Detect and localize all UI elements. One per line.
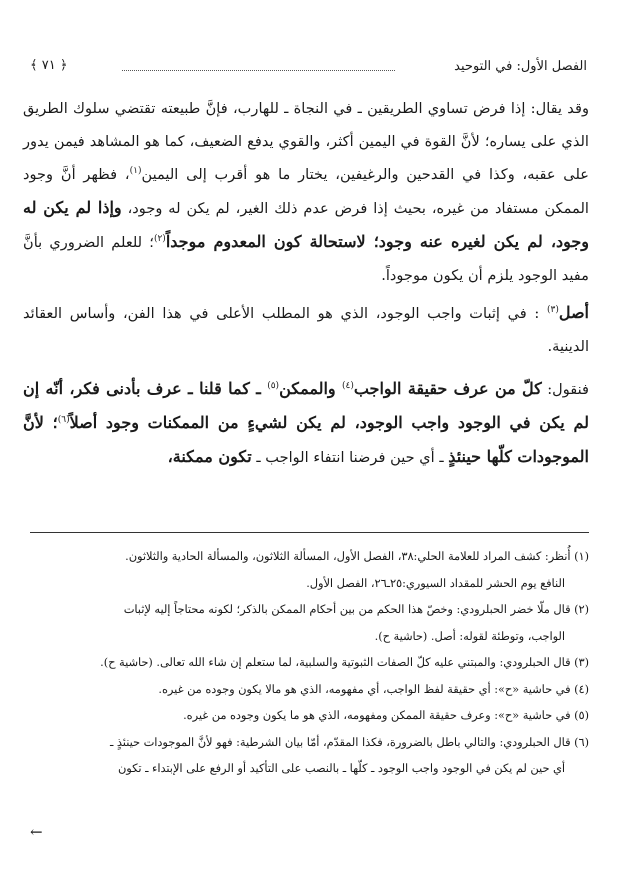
chapter-title: الفصل الأول: في التوحيد [454,59,587,74]
paragraph-4-aside: ـ أي حين فرضنا انتفاء الواجب ـ [251,449,449,466]
paragraph-4-bold-c: ـ كما قلنا ـ عرف بأدنى فكر، أنّه إن لم يكن في الوجود واجب الوجود، لم يكن لشيءٍ من الممكنات وجود أصلاً [23,379,590,432]
footnote-number: (٤) [574,682,589,696]
footnote-number: (١) [574,550,589,563]
asl-heading: أصل [558,303,589,322]
paragraph-asl [23,296,589,363]
footnote-ref-2: (٢) [153,234,166,245]
footnote-text: في حاشية «ح»: أي حقيقة لفظ الواجب، أي مفهومه، الذي هو مالا يكون وجوده من غيره. [158,682,571,696]
footnote-text: قال الحبلرودي: والمبتني عليه كلّ الصفات الثبوتية والسلبية، لما ستعلم إن شاء الله تعالى. (حاشية ح). [100,656,571,669]
footnote-continuation: أي حين لم يكن في الوجود واجب الوجود ـ كلّها ـ بالنصب على التأكيد أو الرفع على الإبتداء ـ تكون [118,762,565,775]
footnote-text: قال الحبلرودي: والتالي باطل بالضرورة، فكذا المقدّم، أمّا بيان الشرطية: فهو لأنَّ الموجودات حينئذٍ ـ [109,735,571,749]
paragraph-2-text-c: ؛ للعلم الضروري بأنَّ مفيد الوجود يلزم أن يكون موجوداً. [23,234,589,284]
asl-text: : في إثبات واجب الوجود، الذي هو المطلب الأعلى في هذا الفن، وأساس العقائد الدينية. [23,305,589,355]
paragraph-4-bold-b: والممكن [279,379,342,398]
footnote-text: أُنظر: كشف المراد للعلامة الحلي:٣٨، الفصل الأول، المسألة الثلاثون، والمسألة الحادية والثلاثون. [125,550,571,563]
continuation-arrow-icon: ← [30,823,43,841]
footnote-text: قال ملّا خضر الحبلرودي: وخصّ هذا الحكم من بين أحكام الممكن بالذكر؛ لكونه محتاجاً إليه لإثبات [123,603,571,616]
footnote-6 [23,730,589,783]
paragraph-1-text: وقد يقال: إذا فرض تساوي الطريقين ـ في النجاة ـ للهارب، فإنَّ طبيعته تقتضي سلوك الطريق الذي على يساره؛ لأنَّ القوة في اليمين أكثر، والقوي يدفع الضعيف، كما هو المشاهد فيمن يدور على عقبه، وكذا في القدحين والرغيفين، يختار ما هو أقرب إلى اليمين [23,100,589,183]
footnote-2 [23,597,589,650]
paragraph-4 [23,372,589,474]
footnote-1 [23,544,589,597]
footnote-text: في حاشية «ح»: وعرف حقيقة الممكن ومفهومه، الذي هو ما يكون وجوده من غيره. [183,709,571,722]
footnote-ref-1: (١) [129,166,142,177]
footnote-number: (٣) [574,656,589,669]
paragraph-2-text-a: ، فظهر أنَّ وجود الممكن مستفاد من غيره، بحيث إذا فرض عدم ذلك الغير، لم يكن له وجود، [23,166,589,217]
footnote-5 [23,703,589,730]
paragraph-4-bold-e: تكون ممكنة، [167,447,252,466]
footnote-4 [23,677,589,704]
running-header [30,58,587,80]
footnote-number: (٦) [574,735,589,749]
main-text [23,92,589,474]
paragraph-1 [23,92,589,292]
paragraph-4-intro: فنقول: [541,381,590,398]
footnote-number: (٢) [574,603,589,616]
page-number: ﴾ ٧١ ﴿ [30,58,68,73]
paragraph-2-bold: وإذا لم يكن له وجود، لم يكن لغيره عنه وجود؛ لاستحالة كون المعدوم موجداً [23,198,590,251]
paragraph-4-bold-a: كلّ من عرف حقيقة الواجب [353,379,542,398]
footnote-ref-4: (٤) [341,381,354,392]
footnote-continuation: النافع يوم الحشر للمقداد السيوري:٢٥ـ٢٦، الفصل الأول. [306,576,565,590]
header-dotted-leader [122,70,395,71]
footnote-ref-5: (٥) [267,381,280,392]
footnote-ref-6: (٦) [57,415,70,426]
footnote-ref-3: (٣) [546,305,559,316]
footnote-continuation: الواجب، وتوطئة لقوله: أصل. (حاشية ح). [374,629,565,643]
footnotes [23,544,589,783]
paragraph-4-bold-d: ؛ لأنَّ الموجودات كلّها حينئذٍ [23,413,589,466]
footnote-separator [30,532,589,533]
footnote-3 [23,650,589,677]
footnote-number: (٥) [574,709,589,722]
